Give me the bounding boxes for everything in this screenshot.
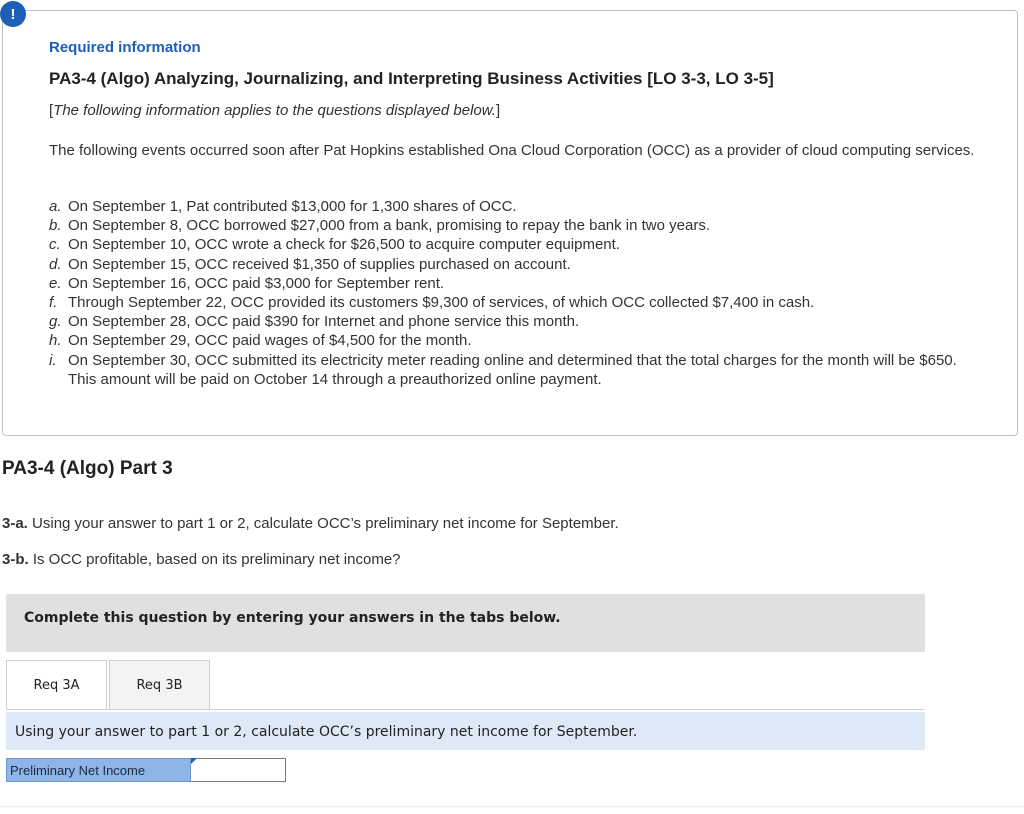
preliminary-net-income-input[interactable]	[191, 758, 286, 782]
question-3b-number: 3-b.	[2, 551, 29, 568]
bracket-close: ]	[495, 102, 501, 119]
event-item	[49, 216, 979, 235]
tab-req-3a[interactable]: Req 3A	[6, 660, 107, 710]
problem-title: PA3-4 (Algo) Analyzing, Journalizing, and Interpreting Business Activities [LO 3-3, LO 3-5]	[49, 69, 774, 88]
question-3a-text: Using your answer to part 1 or 2, calculate OCC’s preliminary net income for September.	[27, 515, 619, 532]
event-letter: a.	[49, 198, 62, 215]
alert-icon: !	[0, 1, 26, 27]
required-information-label: Required information	[49, 39, 201, 56]
events-list	[49, 197, 979, 389]
question-3a	[2, 515, 619, 532]
question-3b-text: Is OCC profitable, based on its preliminary net income?	[28, 551, 401, 568]
preliminary-net-income-label: Preliminary Net Income	[6, 758, 191, 782]
event-text: On September 1, Pat contributed $13,000 for 1,300 shares of OCC.	[68, 198, 517, 215]
event-letter: i.	[49, 351, 57, 369]
tab-divider	[6, 709, 925, 710]
tab-question-text: Using your answer to part 1 or 2, calculate OCC’s preliminary net income for September.	[6, 712, 925, 750]
answer-row	[6, 758, 286, 782]
event-text: On September 29, OCC paid wages of $4,500 for the month.	[68, 332, 472, 350]
event-item	[49, 274, 979, 293]
input-marker-icon	[191, 758, 197, 764]
event-text: On September 30, OCC submitted its electricity meter reading online and determined that the total charges for the month will be $650. This amount will be paid on October 14 through a preauthorized online payment.	[68, 351, 957, 388]
tab-req-3b[interactable]: Req 3B	[109, 660, 210, 710]
requirement-tabs	[6, 660, 212, 710]
required-information-panel	[2, 10, 1018, 436]
event-item	[49, 293, 979, 312]
bottom-divider	[0, 806, 1024, 807]
event-text: On September 15, OCC received $1,350 of supplies purchased on account.	[68, 255, 571, 273]
event-item	[49, 235, 979, 254]
event-letter: b.	[49, 217, 62, 235]
event-text: Through September 22, OCC provided its customers $9,300 of services, of which OCC collected $7,400 in cash.	[68, 294, 815, 312]
event-text: On September 10, OCC wrote a check for $26,500 to acquire computer equipment.	[68, 236, 620, 254]
event-text: On September 28, OCC paid $390 for Internet and phone service this month.	[68, 313, 580, 331]
question-3b	[2, 551, 401, 568]
question-3a-number: 3-a.	[2, 515, 28, 532]
applies-note	[49, 102, 500, 119]
event-letter: h.	[49, 332, 62, 350]
event-item	[49, 331, 979, 350]
instruction-banner: Complete this question by entering your answers in the tabs below.	[6, 594, 925, 652]
event-letter: f.	[49, 294, 58, 312]
applies-note-text: The following information applies to the questions displayed below.	[53, 102, 496, 119]
answer-input-wrapper	[191, 758, 286, 782]
event-letter: g.	[49, 313, 62, 331]
part-title: PA3-4 (Algo) Part 3	[2, 458, 173, 479]
intro-paragraph: The following events occurred soon after Pat Hopkins established Ona Cloud Corporation (OCC) as a provider of cloud computing services.	[49, 142, 975, 159]
event-item	[49, 351, 979, 389]
bracket-open: [	[49, 102, 54, 119]
event-item	[49, 255, 979, 274]
event-item	[49, 312, 979, 331]
event-item	[49, 197, 979, 216]
event-text: On September 16, OCC paid $3,000 for September rent.	[68, 274, 445, 292]
event-text: On September 8, OCC borrowed $27,000 from a bank, promising to repay the bank in two years.	[68, 217, 710, 235]
event-letter: e.	[49, 274, 62, 292]
event-letter: c.	[49, 236, 61, 254]
event-letter: d.	[49, 255, 62, 273]
